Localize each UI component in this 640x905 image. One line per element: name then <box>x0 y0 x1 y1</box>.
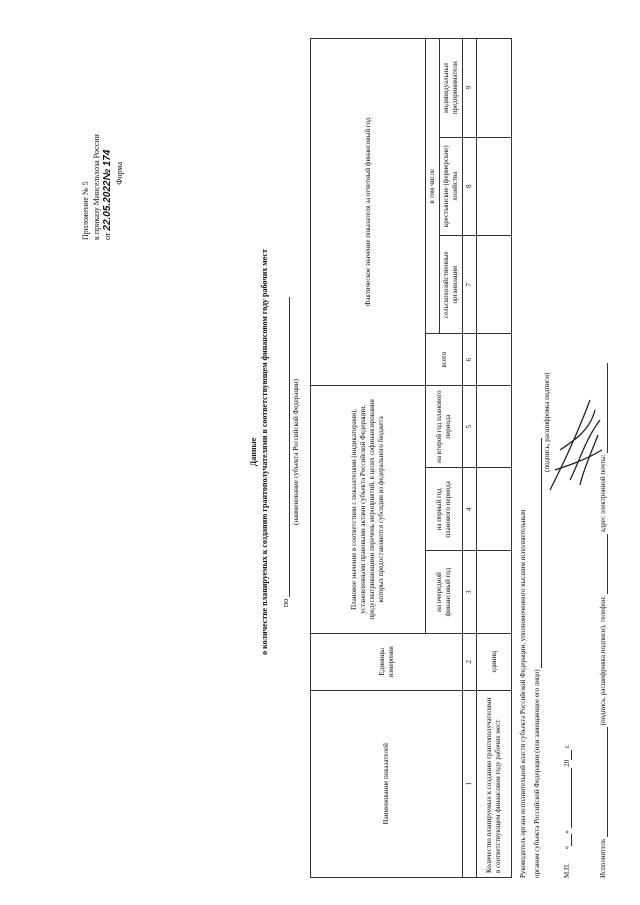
cell-empty <box>477 334 512 385</box>
col-num: 7 <box>463 236 477 334</box>
handwritten-date: 22.05.2022№ 174 <box>102 149 113 231</box>
head-caption: (подпись, расшифровка подписи) <box>543 372 551 472</box>
subject-line: по <box>280 12 290 892</box>
header-unit: Единицы измерения <box>311 633 463 690</box>
document-title <box>248 12 270 892</box>
cell-empty <box>477 236 512 334</box>
cell-empty <box>477 468 512 551</box>
header-including: в том числе <box>426 39 440 334</box>
stamp-place: М.П. <box>563 863 571 878</box>
date-line: М.П. «» 20 г. <box>563 744 571 878</box>
rotated-content <box>10 12 630 892</box>
cell-empty <box>477 551 512 634</box>
title-line2: о количестве планируемых к созданию грантополучателями в соответствующем финансовом году рабочих мест <box>260 249 269 655</box>
data-table <box>310 38 512 878</box>
head-line2: органом субъекта Российской Федерации (или замещающее его лицо) <box>532 438 542 878</box>
row-unit: единиц <box>477 633 512 690</box>
col-num: 2 <box>463 633 477 690</box>
title-line1: Данные <box>249 437 258 467</box>
col-num: 1 <box>463 690 477 877</box>
executor-blank <box>599 727 608 837</box>
appendix-date: от 22.05.2022№ 174 <box>102 149 113 240</box>
subject-caption: (наименование субъекта Российской Федерации) <box>292 379 300 525</box>
number-row <box>463 39 477 878</box>
header-kfh: крестьянские (фермерские) хозяйства <box>440 137 463 235</box>
handwritten-signature-icon <box>540 380 610 500</box>
table-row <box>477 39 512 878</box>
col-num: 6 <box>463 334 477 385</box>
col-num: 5 <box>463 385 477 468</box>
executor-line: Исполнитель (подпись, расшифровка подписи), телефон: адрес электронной почты: <box>598 363 608 878</box>
head-line1: Руководитель органа исполнительной власти субъекта Российской Федерации, уполномоченного высшим исполнительным <box>519 509 527 878</box>
cell-empty <box>477 137 512 235</box>
header-ip: индивидуальные предприниматели <box>440 39 463 138</box>
subject-blank <box>280 297 290 597</box>
col-num: 9 <box>463 39 477 138</box>
cell-empty <box>477 39 512 138</box>
appendix-order: к приказу Минсельхоза России <box>92 134 101 240</box>
phone-blank <box>599 534 608 594</box>
form-label: Форма <box>115 162 124 185</box>
header-total: всего <box>426 334 463 385</box>
header-plan-first: на первый год планового периода <box>426 468 463 551</box>
col-num: 8 <box>463 137 477 235</box>
header-fact: Фактическое значение показателя за отчетный финансовый год <box>311 39 426 386</box>
row-name: Количество планируемых к созданию грантополучателями в соответствующем финансовом году рабочих мест <box>477 690 512 877</box>
appendix-number: Приложение № 5 <box>81 181 90 240</box>
header-plan-second: на второй год планового периода <box>426 385 463 468</box>
appendix-header <box>80 40 113 240</box>
cell-empty <box>477 385 512 468</box>
header-org: сельскохозяйственные организации <box>440 236 463 334</box>
col-num: 3 <box>463 551 477 634</box>
header-name: Наименование показателей <box>311 690 463 877</box>
col-num: 4 <box>463 468 477 551</box>
header-plan: Плановое значение в соответствии с показателями (индикаторами), установленными правовыми актами субъекта Российской Федерации, предусматривающими перечень мероприятий, в целях софинансирования которых предоставляются субсидии из федерального бюджета <box>311 385 426 633</box>
header-plan-current: на очередной финансовый год <box>426 551 463 634</box>
